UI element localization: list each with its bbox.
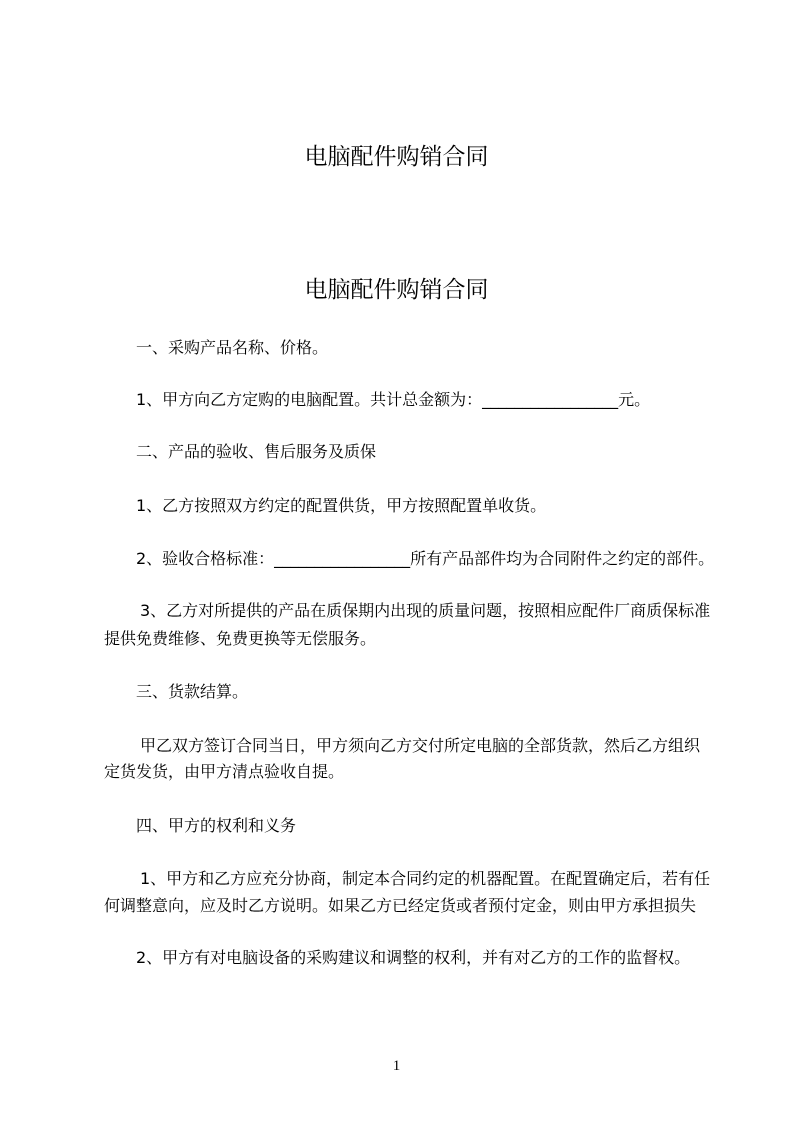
section-heading-products-price: 一、采购产品名称、价格。 [136,338,329,357]
section-heading-payment: 三、货款结算。 [136,682,249,701]
clause-line: 提供免费维修、免费更换等无偿服务。 [104,629,377,648]
contract-title: 电脑配件购销合同 [304,277,489,303]
clause-acceptance-standard: 2、验收合格标准：_________________所有产品部件均为合同附件之约定的部件。 [136,549,715,568]
clause-line: 3、乙方对所提供的产品在质保期内出现的质量问题，按照相应配件厂商质保标准 [140,601,711,620]
header-title: 电脑配件购销合同 [304,144,489,170]
clause-line: 何调整意向，应及时乙方说明。如果乙方已经定货或者预付定金，则由甲方承担损失 [104,896,697,915]
section-heading-acceptance-service: 二、产品的验收、售后服务及质保 [136,442,377,461]
clause-total-amount: 1、甲方向乙方定购的电脑配置。共计总金额为：_________________元。 [136,390,651,409]
page-number: 1 [392,1058,401,1074]
clause-supervision-right: 2、甲方有对电脑设备的采购建议和调整的权利，并有对乙方的工作的监督权。 [136,948,691,967]
section-heading-party-a-rights: 四、甲方的权利和义务 [136,816,297,835]
clause-line: 甲乙双方签订合同当日，甲方须向乙方交付所定电脑的全部货款，然后乙方组织 [140,736,701,755]
clause-line: 1、甲方和乙方应充分协商，制定本合同约定的机器配置。在配置确定后，若有任 [140,869,711,888]
clause-line: 定货发货，由甲方清点验收自提。 [104,762,345,781]
clause-supply-receipt: 1、乙方按照双方约定的配置供货，甲方按照配置单收货。 [136,496,547,515]
